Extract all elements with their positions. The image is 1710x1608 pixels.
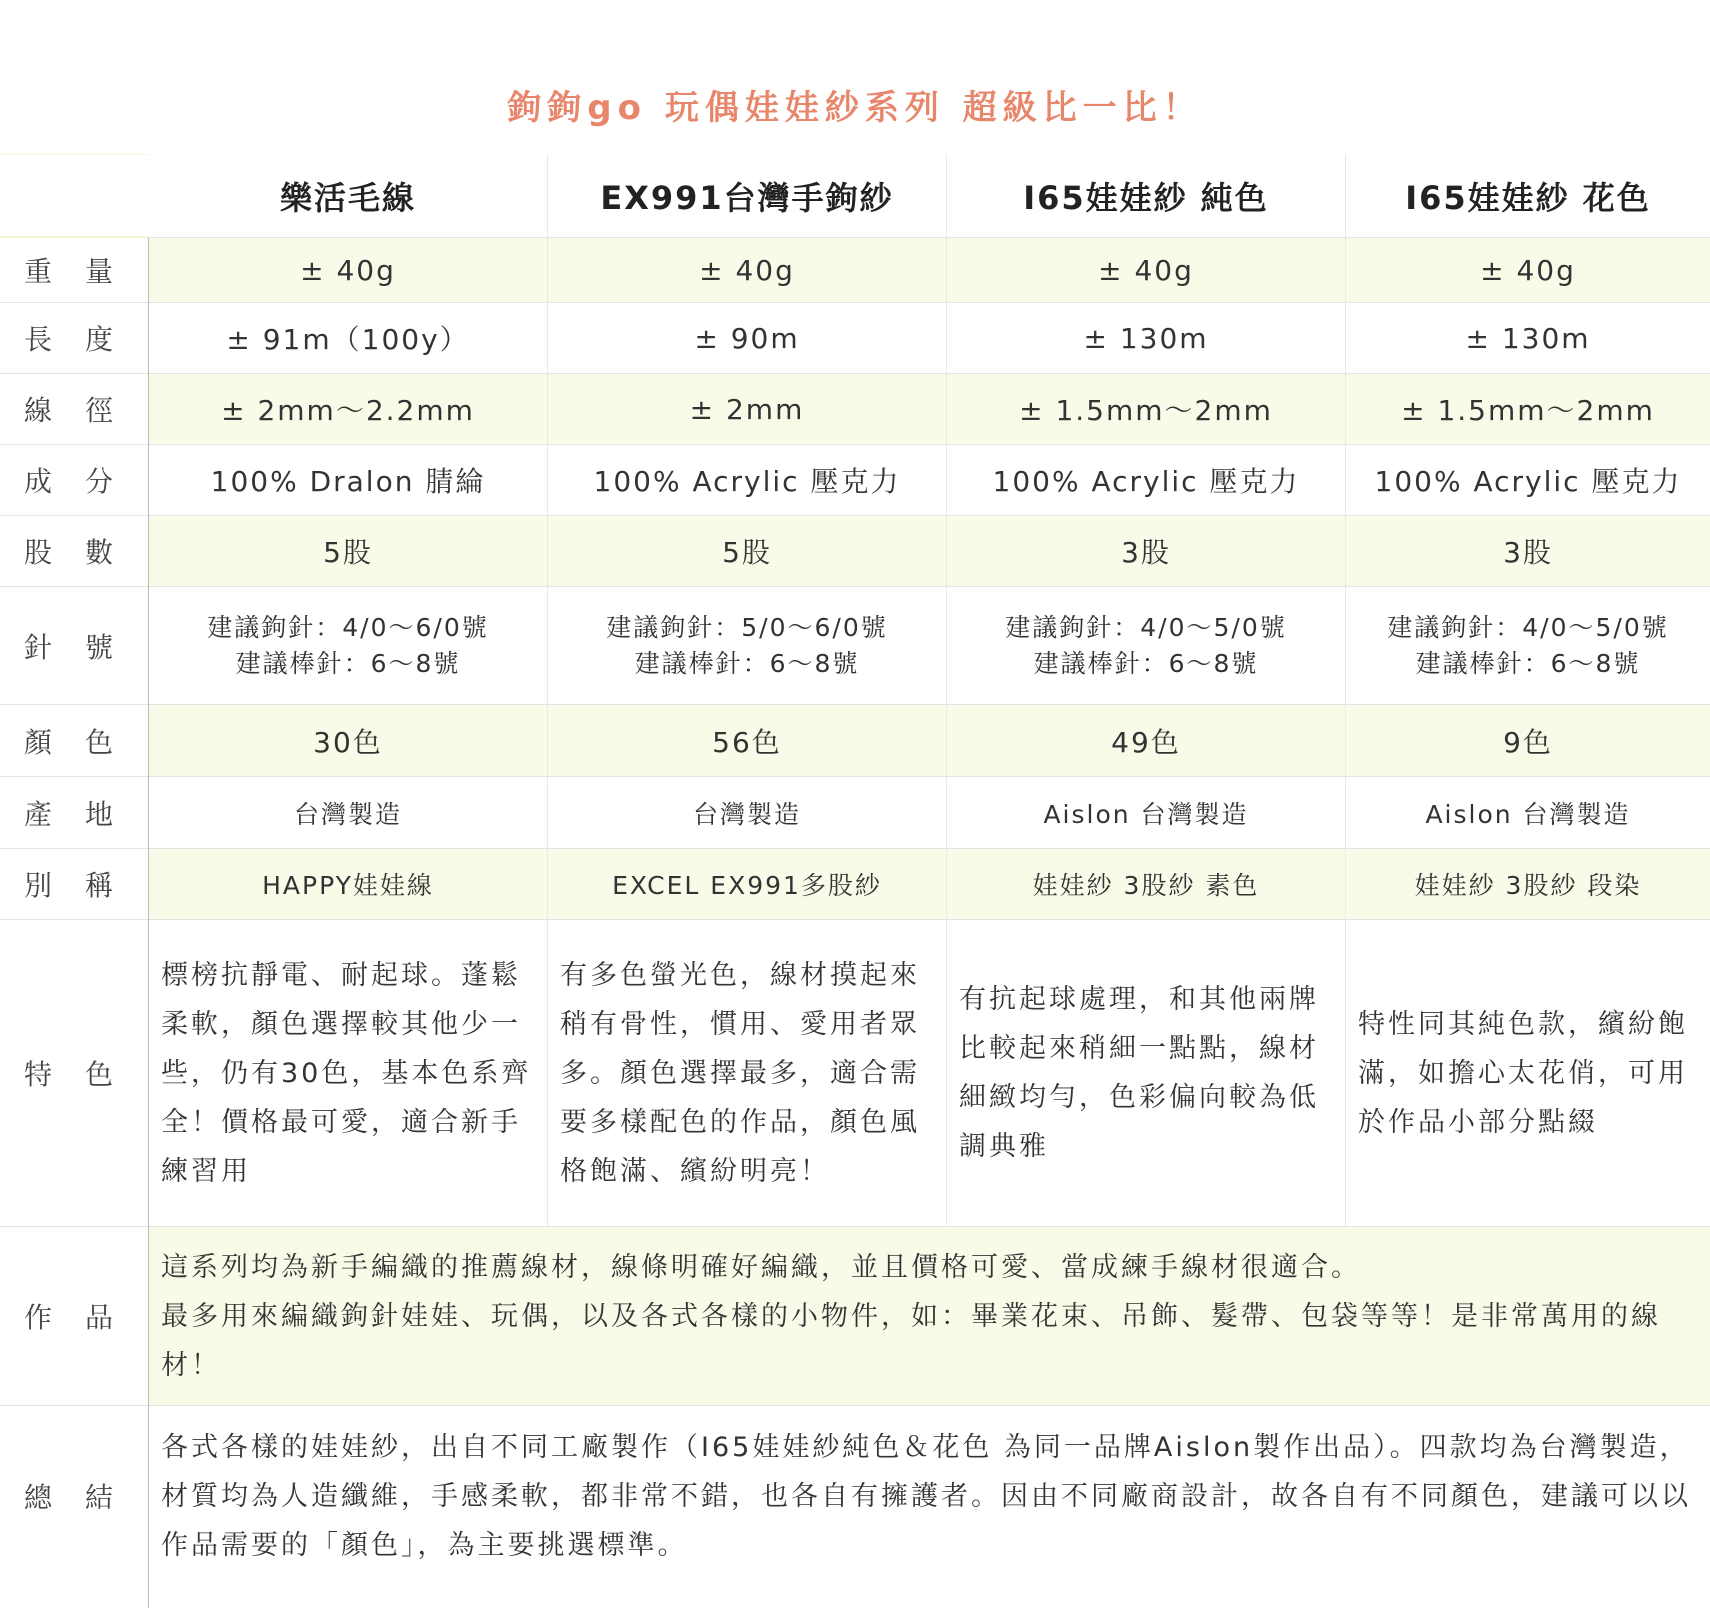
table-cell: ± 130m — [947, 303, 1346, 374]
table-cell — [548, 587, 947, 705]
row-label: 長 度 — [0, 303, 149, 374]
table-cell: ± 90m — [548, 303, 947, 374]
column-header: EX991台灣手鉤紗 — [548, 154, 947, 238]
table-cell — [1346, 587, 1710, 705]
row-label-works: 作 品 — [0, 1227, 149, 1406]
table-cell: ± 40g — [548, 238, 947, 303]
table-cell: 30色 — [149, 705, 548, 777]
works-text — [161, 1243, 1700, 1390]
summary-cell: 各式各樣的娃娃紗，出自不同工廠製作（I65娃娃紗純色＆花色 為同一品牌Aislon製作出品）。四款均為台灣製造，材質均為人造纖維，手感柔軟，都非常不錯，也各自有擁護者。因由不同廠商設計，故各自有不同顏色，建議可以以作品需要的「顏色」，為主要挑選標準。 — [161, 1431, 1691, 1561]
cell-line: 建議棒針：6～8號 — [1415, 648, 1641, 678]
column-header: 樂活毛線 — [149, 154, 548, 238]
table-cell: ± 40g — [1346, 238, 1710, 303]
table-cell: 娃娃紗 3股紗 段染 — [1346, 849, 1710, 920]
table-cell: ± 1.5mm～2mm — [947, 374, 1346, 445]
table-cell: HAPPY娃娃線 — [149, 849, 548, 920]
table-cell: 100% Acrylic 壓克力 — [548, 445, 947, 516]
table-cell: ± 1.5mm～2mm — [1346, 374, 1710, 445]
cell-line: 建議鉤針：5/0～6/0號 — [606, 612, 888, 642]
table-cell: 台灣製造 — [149, 777, 548, 849]
cell-line: 建議棒針：6～8號 — [235, 648, 461, 678]
row-label: 成 分 — [0, 445, 149, 516]
table-cell: 100% Acrylic 壓克力 — [947, 445, 1346, 516]
feature-cell: 特性同其純色款，繽紛飽滿，如擔心太花俏，可用於作品小部分點綴 — [1346, 920, 1710, 1227]
table-cell: 100% Dralon 腈綸 — [149, 445, 548, 516]
table-cell: 9色 — [1346, 705, 1710, 777]
cell-line: 建議鉤針：4/0～6/0號 — [207, 612, 489, 642]
table-cell: 100% Acrylic 壓克力 — [1346, 445, 1710, 516]
comparison-table — [0, 154, 1710, 1586]
cell-line: 建議棒針：6～8號 — [634, 648, 860, 678]
row-label: 顏 色 — [0, 705, 149, 777]
table-cell: ± 91m（100y） — [149, 303, 548, 374]
table-cell: ± 2mm — [548, 374, 947, 445]
row-label-summary: 總 結 — [0, 1406, 149, 1586]
table-cell: EXCEL EX991多股紗 — [548, 849, 947, 920]
works-line: 最多用來編織鉤針娃娃、玩偶，以及各式各樣的小物件，如：畢業花束、吊飾、髮帶、包袋等等！是非常萬用的線材！ — [161, 1300, 1661, 1381]
table-cell: 5股 — [149, 516, 548, 587]
table-cell: 56色 — [548, 705, 947, 777]
table-cell: 娃娃紗 3股紗 素色 — [947, 849, 1346, 920]
table-cell: 3股 — [1346, 516, 1710, 587]
row-label-features: 特 色 — [0, 920, 149, 1227]
row-label: 針 號 — [0, 587, 149, 705]
table-cell: Aislon 台灣製造 — [1346, 777, 1710, 849]
table-corner — [0, 154, 149, 238]
table-cell: ± 130m — [1346, 303, 1710, 374]
row-label: 重 量 — [0, 238, 149, 303]
table-cell: ± 40g — [947, 238, 1346, 303]
cell-line: 建議鉤針：4/0～5/0號 — [1387, 612, 1669, 642]
table-cell: Aislon 台灣製造 — [947, 777, 1346, 849]
works-line: 這系列均為新手編織的推薦線材，線條明確好編織，並且價格可愛、當成練手線材很適合。 — [161, 1251, 1361, 1283]
row-label: 別 稱 — [0, 849, 149, 920]
table-cell: 台灣製造 — [548, 777, 947, 849]
column-header: I65娃娃紗 純色 — [947, 154, 1346, 238]
table-cell — [149, 587, 548, 705]
row-label: 線 徑 — [0, 374, 149, 445]
cell-line: 建議棒針：6～8號 — [1033, 648, 1259, 678]
works-cell — [149, 1227, 1710, 1406]
table-cell — [947, 587, 1346, 705]
table-cell: ± 40g — [149, 238, 548, 303]
cell-line: 建議鉤針：4/0～5/0號 — [1005, 612, 1287, 642]
feature-cell: 標榜抗靜電、耐起球。蓬鬆柔軟，顏色選擇較其他少一些，仍有30色，基本色系齊全！價格最可愛，適合新手練習用 — [149, 920, 548, 1227]
table-cell: 49色 — [947, 705, 1346, 777]
feature-cell: 有多色螢光色，線材摸起來稍有骨性，慣用、愛用者眾多。顏色選擇最多，適合需要多樣配色的作品，顏色風格飽滿、繽紛明亮！ — [548, 920, 947, 1227]
table-cell: 3股 — [947, 516, 1346, 587]
page-title: 鉤鉤go 玩偶娃娃紗系列 超級比一比！ — [507, 88, 1203, 128]
feature-cell: 有抗起球處理，和其他兩牌比較起來稍細一點點，線材細緻均勻，色彩偏向較為低調典雅 — [947, 920, 1346, 1227]
row-label: 產 地 — [0, 777, 149, 849]
table-cell: 5股 — [548, 516, 947, 587]
row-label: 股 數 — [0, 516, 149, 587]
table-cell: ± 2mm～2.2mm — [149, 374, 548, 445]
label-column-divider — [148, 238, 149, 1608]
column-header: I65娃娃紗 花色 — [1346, 154, 1710, 238]
